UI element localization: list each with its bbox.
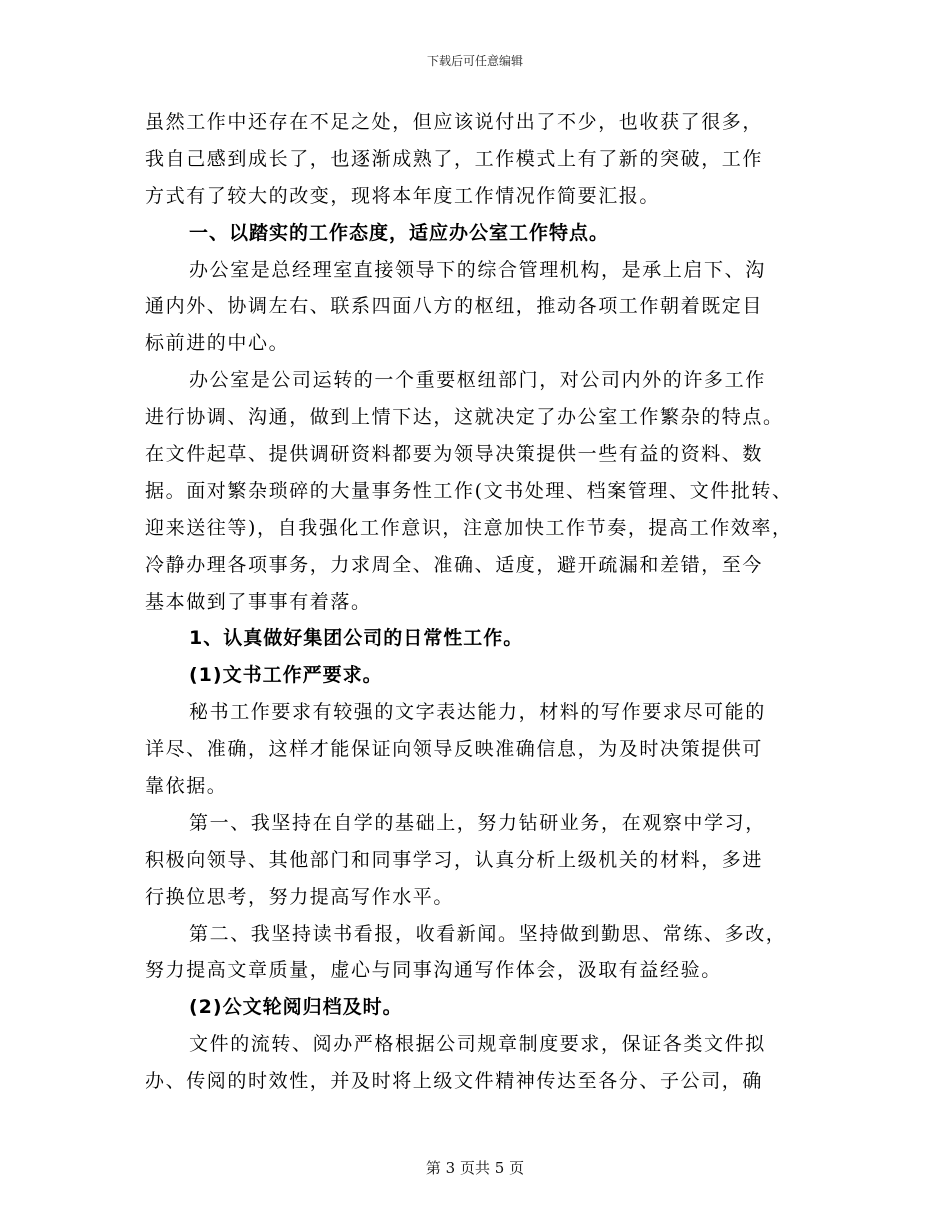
body-line: 靠依据。 [145,775,228,798]
body-line: 文件的流转、阅办严格根据公司规章制度要求，保证各类文件拟 [189,1033,766,1056]
body-line: 进行协调、沟通，做到上情下达，这就决定了办公室工作繁杂的特点。 [145,406,784,429]
body-line: 方式有了较大的改变，现将本年度工作情况作简要汇报。 [145,184,661,207]
subsection-heading: (2)公文轮阅归档及时。 [189,996,403,1019]
body-line: 办、传阅的时效性，并及时将上级文件精神传达至各分、子公司，确 [145,1070,764,1093]
body-line: 冷静办理各项事务，力求周全、准确、适度，避开疏漏和差错，至今 [145,553,764,576]
body-line: 我自己感到成长了，也逐渐成熟了，工作模式上有了新的突破，工作 [145,147,764,170]
body-line: 积极向领导、其他部门和同事学习，认真分析上级机关的材料，多进 [145,848,764,871]
body-line: 虽然工作中还存在不足之处，但应该说付出了不少，也收获了很多， [145,111,764,133]
body-line: 第二、我坚持读书看报，收看新闻。坚持做到勤思、常练、多改， [189,922,787,945]
body-line: 办公室是公司运转的一个重要枢纽部门，对公司内外的许多工作 [189,369,766,392]
body-line: 秘书工作要求有较强的文字表达能力，材料的写作要求尽可能的 [189,701,766,724]
body-line: 第一、我坚持在自学的基础上，努力钻研业务，在观察中学习， [189,811,766,834]
body-line: 行换位思考，努力提高写作水平。 [145,885,455,908]
body-line: 通内外、协调左右、联系四面八方的枢纽，推动各项工作朝着既定目 [145,295,764,318]
section-heading: 一、以踏实的工作态度，适应办公室工作特点。 [189,221,610,244]
subsection-heading: 1、认真做好集团公司的日常性工作。 [189,627,524,650]
body-line: 办公室是总经理室直接领导下的综合管理机构，是承上启下、沟 [189,258,766,281]
body-line: 基本做到了事事有着落。 [145,590,372,613]
body-line: 据。面对繁杂琐碎的大量事务性工作(文书处理、档案管理、文件批转、 [145,479,793,502]
page-header: 下载后可任意编辑 [426,54,523,68]
body-line: 在文件起草、提供调研资料都要为领导决策提供一些有益的资料、数 [145,443,764,466]
page-number: 第 3 页共 5 页 [425,1159,525,1177]
body-line: 标前进的中心。 [145,332,290,355]
body-line: 努力提高文章质量，虚心与同事沟通写作体会，汲取有益经验。 [145,959,722,982]
document-body [145,104,825,1100]
body-line: 详尽、准确，这样才能保证向领导反映准确信息，为及时决策提供可 [145,738,764,761]
body-line: 迎来送往等)，自我强化工作意识，注意加快工作节奏，提高工作效率， [145,516,793,539]
subsection-heading: (1)文书工作严要求。 [189,664,383,687]
